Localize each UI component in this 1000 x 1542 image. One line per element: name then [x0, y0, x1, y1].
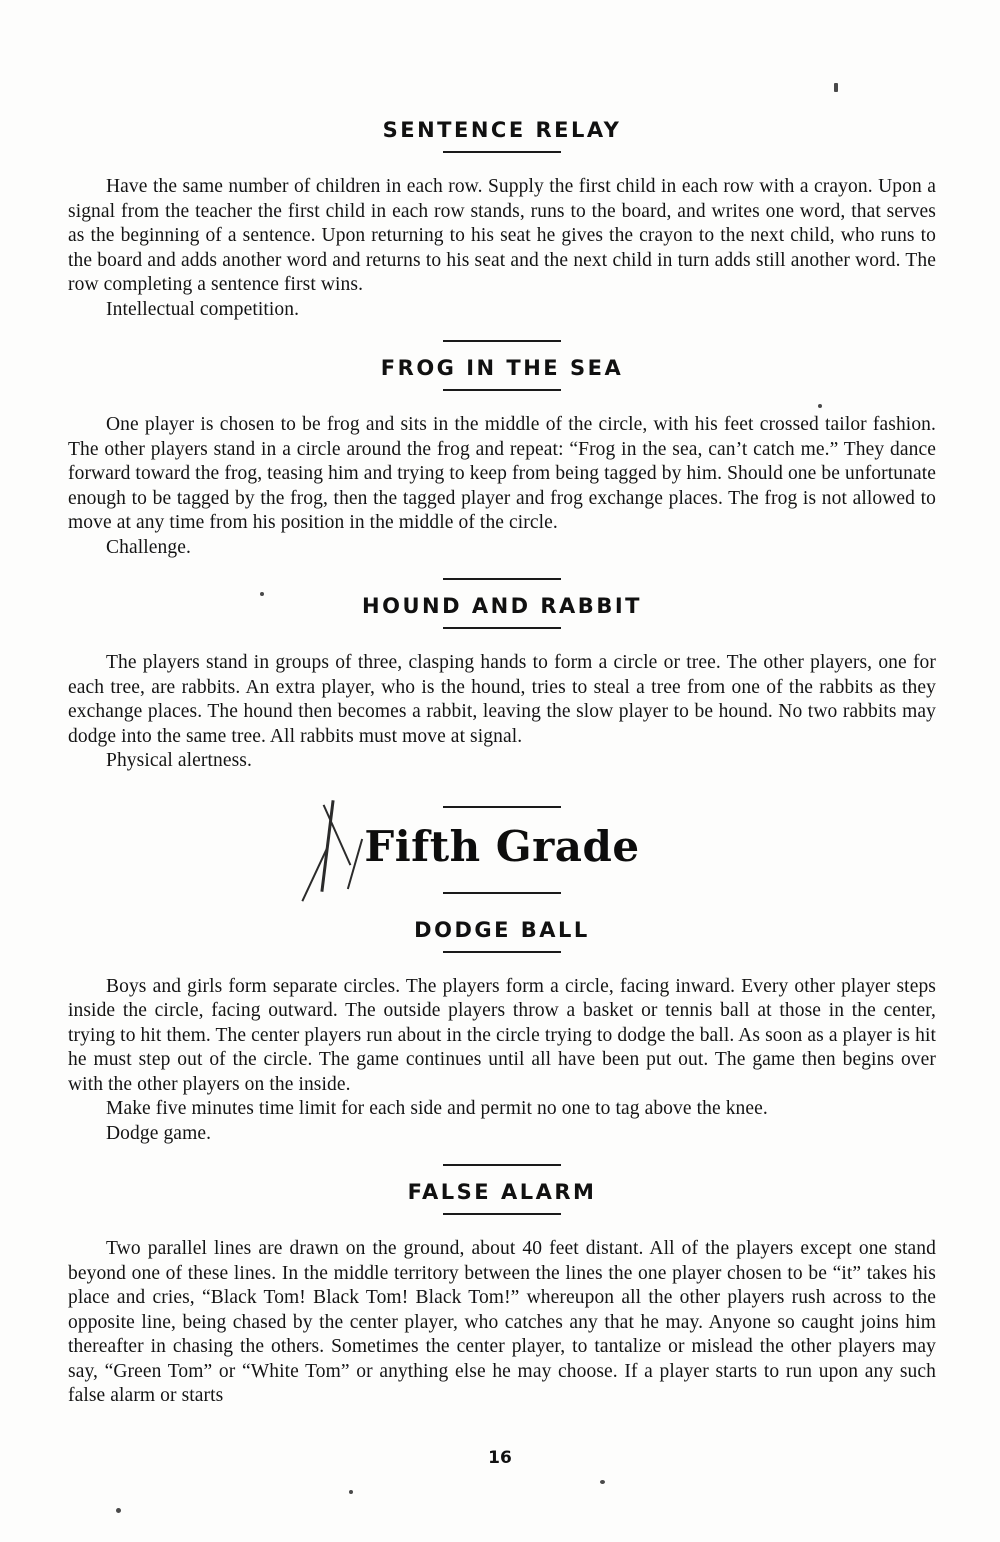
paragraph: One player is chosen to be frog and sits in the middle of the circle, with his feet crossed tailor fashion. The other players stand in a circle around the frog and repeat: “Frog in the sea, can’t catch me.” They dance forward toward the frog, teasing him and trying to keep from being tagged by him. Should one be unfortunate enough to be tagged by the frog, then the tagged player and frog exchange places. The frog is not allowed to move at any time from his position in the middle of the circle. — [68, 414, 936, 533]
grade-heading-block — [68, 800, 936, 912]
paragraph: Dodge game. — [106, 1122, 212, 1144]
paragraph: Have the same number of children in each row. Supply the first child in each row with a crayon. Upon a signal from the teacher the first child in each row stands, runs to the board, and writes one word, that serves as the beginning of a sentence. Upon returning to his seat he gives the crayon to the next child, who runs to the board and adds another word and returns to his seat and the next child in turn adds still another word. The row completing a sentence first wins. — [68, 176, 936, 295]
section-sentence-relay — [68, 118, 936, 322]
section-title: HOUND AND RABBIT — [362, 594, 642, 618]
paragraph: Two parallel lines are drawn on the ground, about 40 feet distant. All of the players except one stand beyond one of these lines. In the middle territory between the lines the one player chosen to be “it” takes his place and cries, “Black Tom! Black Tom! Black Tom!” whereupon all the other players rush across to the opposite line, being chased by the center player, who catches any that he may. Anyone so caught joins him thereafter in chasing the others. Sometimes the center player, to tantalize or mislead the other players may say, “Green Tom” or “White Tom” or anything else he may choose. If a player starts to run upon any such false alarm or starts — [68, 1238, 936, 1406]
section-hound-and-rabbit — [68, 578, 936, 774]
section-title: FROG IN THE SEA — [380, 356, 624, 380]
paragraph: Challenge. — [106, 536, 191, 558]
grade-rule-bottom — [443, 892, 561, 894]
scan-speck — [116, 1508, 121, 1513]
section-title: FALSE ALARM — [407, 1180, 597, 1204]
section-title: SENTENCE RELAY — [382, 118, 622, 142]
page-number: 16 — [488, 1448, 512, 1468]
scan-speck — [600, 1480, 605, 1484]
section-false-alarm — [68, 1164, 936, 1409]
paragraph: Boys and girls form separate circles. The players form a circle, facing inward. Every other player steps inside the circle, facing outward. The outside players throw a basket or tennis ball at those in the center, trying to hit them. The center players run about in the circle trying to dodge the ball. As soon as a player is hit he must step out of the circle. The game continues until all have been put out. The game then begins over with the other players on the inside. — [68, 975, 936, 1095]
section-frog-in-the-sea — [68, 340, 936, 560]
title-rule-above — [443, 578, 561, 580]
scan-speck — [349, 1490, 353, 1494]
title-rule-above — [443, 340, 561, 342]
section-title: DODGE BALL — [414, 917, 590, 942]
paragraph: Intellectual competition. — [106, 298, 300, 320]
title-rule-above — [443, 1164, 561, 1166]
paragraph: Make five minutes time limit for each side and permit no one to tag above the knee. — [106, 1098, 768, 1119]
paragraph: Physical alertness. — [106, 750, 252, 771]
section-dodge-ball — [68, 918, 936, 1147]
grade-rule-top — [443, 806, 561, 808]
grade-heading: Fifth Grade — [364, 821, 640, 871]
paragraph: The players stand in groups of three, clasping hands to form a circle or tree. The other players, one for each tree, are rabbits. An extra player, who is the hound, tries to steal a tree from one of the rabbits as they exchange places. The hound then becomes a rabbit, leaving the slow player to be hound. No two rabbits may dodge into the same tree. All rabbits must move at signal. — [68, 652, 936, 747]
scan-speck — [834, 83, 838, 92]
page-content — [68, 118, 936, 1409]
